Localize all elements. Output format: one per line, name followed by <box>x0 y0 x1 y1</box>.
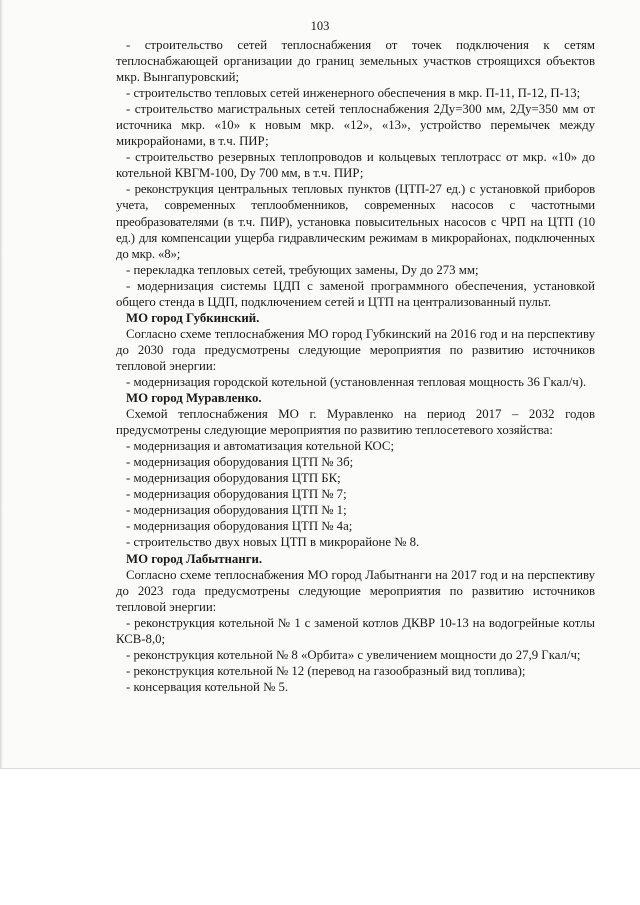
section-heading: МО город Лабытнанги. <box>126 551 263 566</box>
list-item: - модернизация оборудования ЦТП № 4а; <box>126 519 353 534</box>
list-item: - модернизация городской котельной (установленная тепловая мощность 36 Гкал/ч). <box>126 374 587 389</box>
list-item: - реконструкция котельной № 1 с заменой котлов ДКВР 10-13 на водогрейные котлы КСВ-8,0; <box>116 615 595 646</box>
section-heading: МО город Муравленко. <box>126 391 262 406</box>
list-item: - строительство тепловых сетей инженерного обеспечения в мкр. П-11, П-12, П-13; <box>126 86 581 101</box>
list-item: - модернизация и автоматизация котельной КОС; <box>126 439 395 454</box>
list-item: - строительство двух новых ЦТП в микрорайоне № 8. <box>126 535 420 550</box>
section-heading: МО город Губкинский. <box>126 310 260 325</box>
list-item: - строительство резервных теплопроводов и кольцевых теплотрасс от мкр. «10» до котельной КВГМ-100, Dу 700 мм, в т.ч. ПИР; <box>116 150 595 181</box>
list-item: - реконструкция котельной № 8 «Орбита» с увеличением мощности до 27,9 Гкал/ч; <box>126 647 581 662</box>
list-item: - реконструкция котельной № 12 (перевод на газообразный вид топлива); <box>126 663 526 678</box>
list-item: - реконструкция центральных тепловых пунктов (ЦТП-27 ед.) с установкой приборов учета, современных теплообменников, современных насосов с частотными преобразователями (в т.ч. ПИР), установка повысительных насосов с ЧРП на ЦТП (10 ед.) для компенсации ущерба гидравлическим режимам в микрорайонах, подключенных до мкр. «8»; <box>116 182 595 261</box>
list-item: - модернизация системы ЦДП с заменой программного обеспечения, установкой общего стенда в ЦДП, подключением сетей и ЦТП на централизованный пульт. <box>116 278 595 309</box>
list-item: - модернизация оборудования ЦТП № 1; <box>126 503 347 518</box>
paragraph: Согласно схеме теплоснабжения МО город Губкинский на 2016 год и на перспективу до 2030 года предусмотрены следующие мероприятия по развитию источников тепловой энергии: <box>116 326 595 373</box>
paragraph: Согласно схеме теплоснабжения МО город Лабытнанги на 2017 год и на перспективу до 2023 года предусмотрены следующие мероприятия по развитию источников тепловой энергии: <box>116 567 595 614</box>
list-item: - модернизация оборудования ЦТП БК; <box>126 471 341 486</box>
page-number: 103 <box>310 19 330 33</box>
list-item: - консервация котельной № 5. <box>126 679 289 694</box>
list-item: - модернизация оборудования ЦТП № 7; <box>126 487 347 502</box>
page-body <box>116 37 595 695</box>
list-item: - перекладка тепловых сетей, требующих замены, Dу до 273 мм; <box>126 262 479 277</box>
list-item: - строительство сетей теплоснабжения от точек подключения к сетям теплоснабжающей организации до границ земельных участков строящихся объектов мкр. Вынгапуровский; <box>116 38 595 85</box>
list-item: - модернизация оборудования ЦТП № 3б; <box>126 455 354 470</box>
paragraph: Схемой теплоснабжения МО г. Муравленко на период 2017 – 2032 годов предусмотрены следующие мероприятия по развитию теплосетевого хозяйства: <box>116 407 595 438</box>
list-item: - строительство магистральных сетей теплоснабжения 2Ду=300 мм, 2Ду=350 мм от источника мкр. «10» к новым мкр. «12», «13», устройство перемычек между микрорайонами, в т.ч. ПИР; <box>116 102 595 149</box>
